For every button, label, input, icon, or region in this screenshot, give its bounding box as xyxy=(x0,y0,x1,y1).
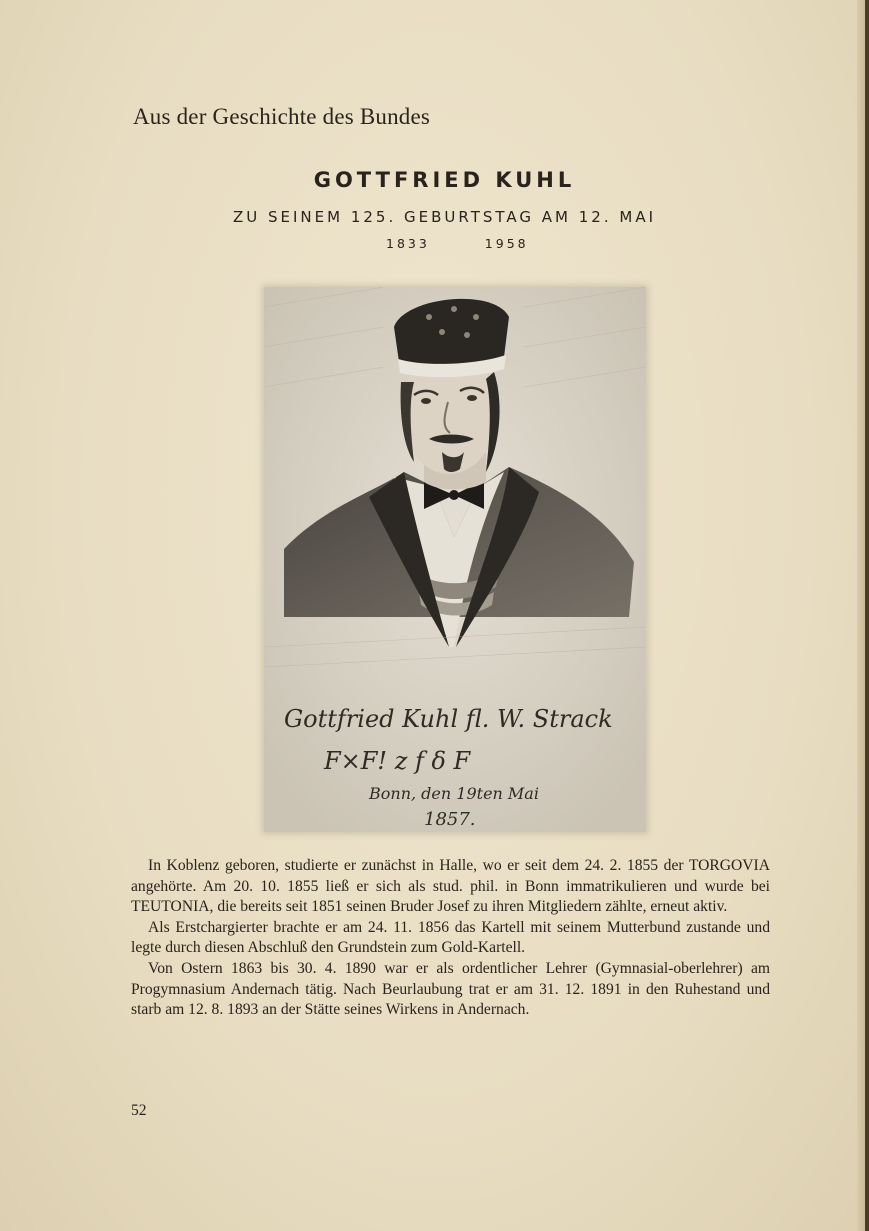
article-subtitle: ZU SEINEM 125. GEBURTSTAG AM 12. MAI xyxy=(232,208,656,226)
paragraph: Von Ostern 1863 bis 30. 4. 1890 war er als ordentlicher Lehrer (Gymnasial-oberlehrer) am Progymnasium Andernach tätig. Nach Beurlaubung trat er am 31. 12. 1891 in den Ruhestand und starb am 12. 8. 1893 an der Stätte seines Wirkens in Andernach. xyxy=(131,959,770,1019)
life-years xyxy=(386,236,529,251)
paragraph: In Koblenz geboren, studierte er zunächst in Halle, wo er seit dem 24. 2. 1855 der TORGOVIA angehörte. Am 20. 10. 1855 ließ er sich als stud. phil. in Bonn immatrikulieren und wurde bei TEUTONIA, die bereits seit 1851 seinen Bruder Josef zu ihren Mitgliedern zählte, erneut aktiv. xyxy=(131,857,770,916)
paragraph: Als Erstchargierter brachte er am 24. 11. 1856 das Kartell mit seinem Mutterbund zustande und legte durch diesen Abschluß den Grundstein zum Gold-Kartell. xyxy=(131,918,770,957)
signature-line: 1857. xyxy=(424,809,476,830)
article-title: GOTTFRIED KUHL xyxy=(313,168,576,192)
year-birth: 1833 xyxy=(386,236,430,251)
signature-line: Bonn, den 19ten Mai xyxy=(369,784,539,803)
signature-line: Gottfried Kuhl fl. W. Strack xyxy=(284,705,613,733)
page-number: 52 xyxy=(131,1102,147,1119)
article-body xyxy=(131,856,770,1021)
portrait-image xyxy=(264,287,646,832)
year-current: 1958 xyxy=(484,236,529,251)
section-heading: Aus der Geschichte des Bundes xyxy=(133,104,431,129)
signature-line: F×F! z f δ F xyxy=(324,747,471,775)
portrait-engraving-icon xyxy=(264,287,646,832)
